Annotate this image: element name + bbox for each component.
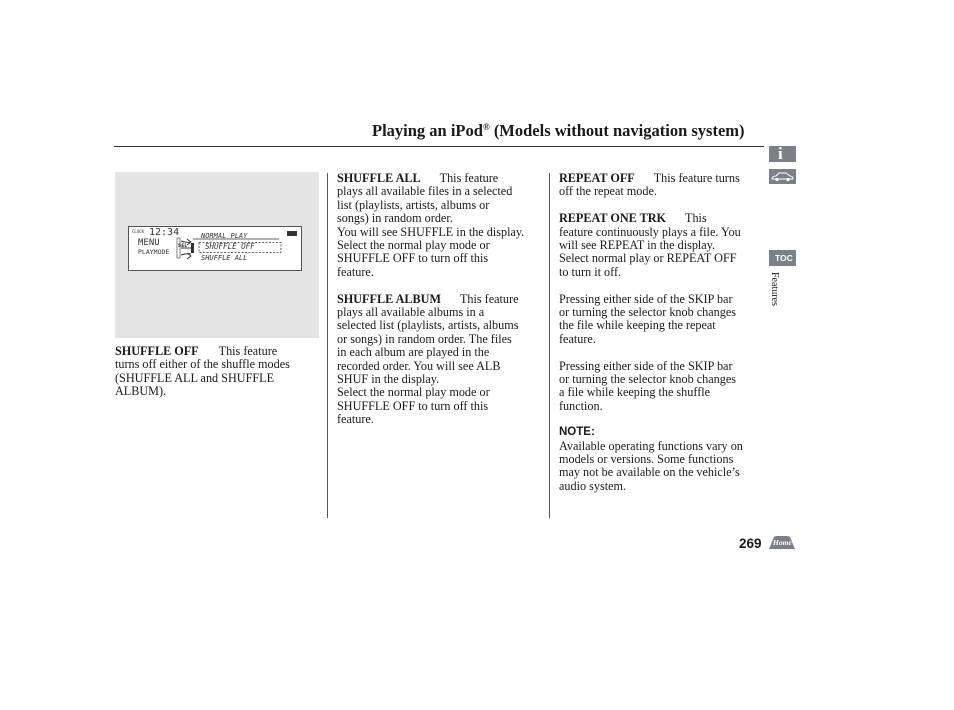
home-label: Home [773,538,792,547]
repeat-off-paragraph: REPEAT OFF This feature turns off the repeat mode. [559,171,740,199]
vehicle-index-button[interactable] [769,169,796,184]
shuffle-album-paragraph: SHUFFLE ALBUM This feature plays all available albums in a selected list (playlists, artists, albums or songs) in random order. The files in each album are played in the recorded order. You will see ALB SHUF in the display. Select the normal play mode or SHUFFLE OFF to turn off this feature. [337,291,519,427]
option-shuffle-all: SHUFFLE ALL [201,254,248,262]
toc-button[interactable] [769,250,796,266]
left-column [115,345,325,399]
skip-shuffle-paragraph: Pressing either side of the SKIP bar or turning the selector knob changes a file while keeping the shuffle function. [559,358,737,413]
home-button[interactable] [768,535,796,550]
column-divider-2 [549,173,550,518]
repeat-one-heading: REPEAT ONE TRK [559,211,667,226]
middle-column [337,172,547,427]
info-icon: i [778,144,783,163]
lcd-screen [128,226,302,271]
note-paragraph: Available operating functions vary on models or versions. Some functions may not be available on the vehicle’s audio system. [559,438,743,493]
option-shuffle-off: SHUFFLE OFF [205,242,255,251]
skip-repeat-paragraph: Pressing either side of the SKIP bar or turning the selector knob changes the file while keeping the repeat feature. [559,291,737,346]
shuffle-all-paragraph: SHUFFLE ALL This feature plays all available files in a selected list (playlists, artists, albums or songs) in random order. You will see SHUFFLE in the display. Select the normal play mode or SHUFFLE OFF to turn off this feature. [337,171,525,279]
option-normal-play: NORMAL PLAY [201,232,248,240]
shuffle-all-heading: SHUFFLE ALL [337,171,421,185]
toc-label: TOC [775,253,793,263]
title-rule [114,146,764,147]
car-icon [769,169,796,184]
clock-time: 12:34 [149,227,180,238]
column-divider-1 [327,173,328,518]
shuffle-off-paragraph: SHUFFLE OFF This feature turns off either of the shuffle modes (SHUFFLE ALL and SHUFFLE ALBUM). [115,344,290,399]
clock-label: CLOCK [132,229,145,234]
repeat-off-heading: REPEAT OFF [559,171,635,185]
audio-display-illustration [115,172,319,338]
playmode-label: PLAYMODE [138,248,170,256]
menu-label: MENU [138,238,160,248]
sel-label: SEL [178,244,188,249]
shuffle-album-heading: SHUFFLE ALBUM [337,291,441,306]
section-label: Features [769,272,780,306]
page-title: Playing an iPod® (Models without navigation system) [372,121,745,140]
right-column [559,172,769,493]
note-heading: NOTE: [559,426,595,439]
info-button[interactable] [769,146,796,162]
page-number: 269 [739,536,762,551]
shuffle-off-heading: SHUFFLE OFF [115,344,199,358]
repeat-one-paragraph: REPEAT ONE TRK This feature continuously plays a file. You will see REPEAT in the display. Select normal play or REPEAT OFF to turn it off. [559,211,741,279]
